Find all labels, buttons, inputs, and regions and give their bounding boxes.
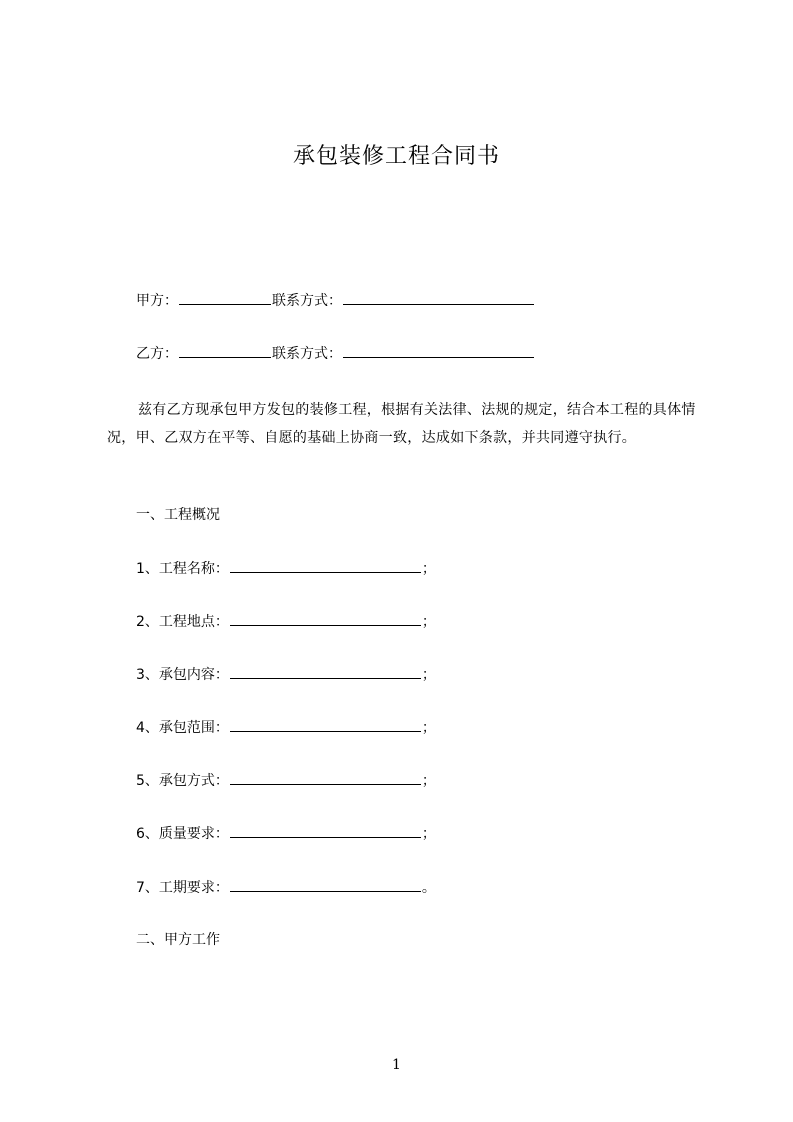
party-a-line [136,290,535,311]
party-b-contact-blank[interactable] [343,343,534,358]
item-7-blank[interactable] [230,877,421,892]
item-3-blank[interactable] [230,664,421,679]
item-5-end: ； [421,773,436,789]
item-7-label: 7、工期要求： [136,880,229,896]
page-number: 1 [392,1057,401,1073]
item-5-blank[interactable] [230,770,421,785]
item-6-end: ； [421,826,436,842]
intro-paragraph: 兹有乙方现承包甲方发包的装修工程，根据有关法律、法规的规定，结合本工程的具体情况，甲、乙双方在平等、自愿的基础上协商一致，达成如下条款，并共同遵守执行。 [107,402,696,446]
item-1-label: 1、工程名称： [136,561,229,577]
item-6-blank[interactable] [230,823,421,838]
item-1-blank[interactable] [230,558,421,573]
party-b-name-blank[interactable] [179,343,271,358]
item-4-end: ； [421,720,436,736]
item-5 [136,770,436,791]
item-2-end: ； [421,614,436,630]
item-1 [136,558,436,579]
party-a-label: 甲方： [136,293,178,309]
party-a-name-blank[interactable] [179,290,271,305]
item-2-blank[interactable] [230,611,421,626]
party-b-contact-label: 联系方式： [272,346,342,362]
item-4 [136,717,436,738]
party-a-contact-blank[interactable] [343,290,534,305]
item-3 [136,664,436,685]
item-1-end: ； [421,561,436,577]
party-a-contact-label: 联系方式： [272,293,342,309]
page-title: 承包装修工程合同书 [292,144,500,169]
item-4-label: 4、承包范围： [136,720,229,736]
item-7-end: 。 [421,880,436,896]
section-2-heading: 二、甲方工作 [136,932,220,948]
item-5-label: 5、承包方式： [136,773,229,789]
item-7 [136,877,436,898]
item-3-end: ； [421,667,436,683]
item-6-label: 6、质量要求： [136,826,229,842]
item-6 [136,823,436,844]
party-b-line [136,343,535,364]
item-3-label: 3、承包内容： [136,667,229,683]
section-1-heading: 一、工程概况 [136,507,220,523]
item-4-blank[interactable] [230,717,421,732]
item-2 [136,611,436,632]
party-b-label: 乙方： [136,346,178,362]
item-2-label: 2、工程地点： [136,614,229,630]
